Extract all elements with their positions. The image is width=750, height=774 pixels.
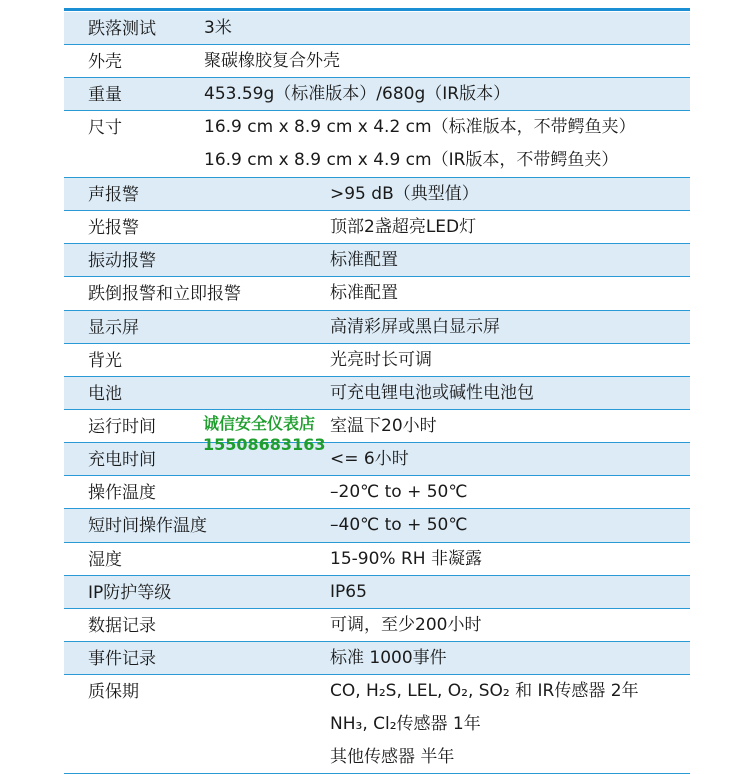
spec-label: 外壳 bbox=[88, 52, 122, 72]
spec-value: –20℃ to + 50℃ bbox=[330, 482, 468, 502]
table-row bbox=[64, 576, 690, 609]
spec-value: 标准 1000事件 bbox=[330, 648, 447, 668]
spec-value: 15-90% RH 非凝露 bbox=[330, 549, 482, 569]
spec-label: 跌倒报警和立即报警 bbox=[88, 284, 241, 304]
spec-label: 重量 bbox=[88, 85, 122, 105]
spec-label: 质保期 bbox=[88, 682, 139, 702]
spec-value: 聚碳橡胶复合外壳 bbox=[204, 51, 340, 71]
table-row bbox=[64, 111, 690, 178]
spec-label: IP防护等级 bbox=[88, 583, 172, 603]
table-row bbox=[64, 311, 690, 344]
table-row bbox=[64, 609, 690, 642]
spec-value: 光亮时长可调 bbox=[330, 350, 432, 370]
spec-value: CO, H₂S, LEL, O₂, SO₂ 和 IR传感器 2年 bbox=[330, 681, 639, 701]
table-row bbox=[64, 410, 690, 443]
spec-label: 事件记录 bbox=[88, 649, 156, 669]
watermark-shop-name: 诚信安全仪表店 bbox=[203, 414, 316, 433]
spec-value: 16.9 cm x 8.9 cm x 4.2 cm（标准版本，不带鳄鱼夹） bbox=[204, 117, 636, 137]
spec-value: 标准配置 bbox=[330, 250, 398, 270]
table-row bbox=[64, 443, 690, 476]
table-row bbox=[64, 211, 690, 244]
spec-value: NH₃, Cl₂传感器 1年 bbox=[330, 714, 481, 734]
table-row bbox=[64, 178, 690, 211]
table-row bbox=[64, 377, 690, 410]
spec-value: 顶部2盏超亮LED灯 bbox=[330, 217, 477, 237]
spec-value: 453.59g（标准版本）/680g（IR版本） bbox=[204, 84, 511, 104]
spec-label: 跌落测试 bbox=[88, 19, 156, 39]
spec-value: 高清彩屏或黑白显示屏 bbox=[330, 317, 500, 337]
spec-value: 16.9 cm x 8.9 cm x 4.9 cm（IR版本，不带鳄鱼夹） bbox=[204, 150, 619, 170]
spec-label: 运行时间 bbox=[88, 417, 156, 437]
spec-label: 数据记录 bbox=[88, 616, 156, 636]
table-row bbox=[64, 244, 690, 277]
spec-value: 可调，至少200小时 bbox=[330, 615, 482, 635]
spec-label: 短时间操作温度 bbox=[88, 516, 207, 536]
spec-value: 可充电锂电池或碱性电池包 bbox=[330, 383, 534, 403]
table-row bbox=[64, 543, 690, 576]
spec-value: 标准配置 bbox=[330, 283, 398, 303]
table-row bbox=[64, 45, 690, 78]
table-row bbox=[64, 476, 690, 509]
spec-label: 背光 bbox=[88, 351, 122, 371]
spec-value: 其他传感器 半年 bbox=[330, 747, 455, 767]
spec-label: 操作温度 bbox=[88, 483, 156, 503]
spec-table bbox=[64, 0, 690, 774]
spec-value: >95 dB（典型值） bbox=[330, 184, 479, 204]
spec-label: 声报警 bbox=[88, 185, 139, 205]
spec-label: 充电时间 bbox=[88, 450, 156, 470]
spec-label: 显示屏 bbox=[88, 318, 139, 338]
table-row bbox=[64, 12, 690, 45]
spec-value: 3米 bbox=[204, 18, 232, 38]
spec-label: 光报警 bbox=[88, 218, 139, 238]
table-row bbox=[64, 277, 690, 311]
watermark-phone: 15508683163 bbox=[203, 435, 326, 454]
spec-value: 室温下20小时 bbox=[330, 416, 437, 436]
spec-label: 电池 bbox=[88, 384, 122, 404]
spec-label: 尺寸 bbox=[88, 118, 122, 138]
spec-value: –40℃ to + 50℃ bbox=[330, 515, 468, 535]
table-row bbox=[64, 509, 690, 543]
table-row bbox=[64, 344, 690, 377]
table-row bbox=[64, 675, 690, 774]
table-row bbox=[64, 78, 690, 111]
spec-label: 振动报警 bbox=[88, 251, 156, 271]
table-row bbox=[64, 642, 690, 675]
table-top-border bbox=[64, 8, 690, 11]
spec-value: <= 6小时 bbox=[330, 449, 409, 469]
spec-value: IP65 bbox=[330, 582, 367, 602]
spec-label: 湿度 bbox=[88, 550, 122, 570]
